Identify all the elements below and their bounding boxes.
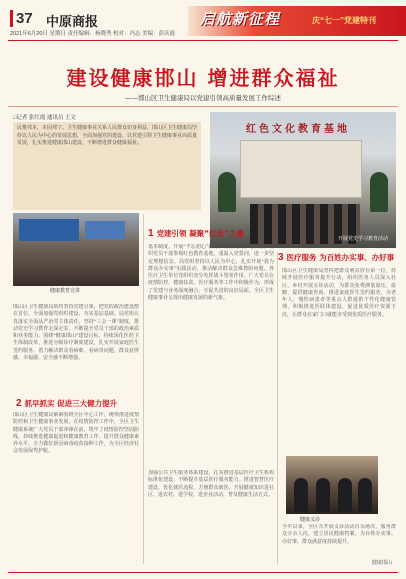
person-shape	[358, 478, 372, 512]
photo-health-education	[13, 213, 139, 286]
presentation-screen	[19, 219, 79, 241]
photo-caption-bottom: 健康义诊	[300, 517, 321, 523]
section-heading-2: 2 抓早抓实 促进三大健力提升	[16, 398, 118, 409]
reporter-byline: □记者 张红霞 通讯员 王文	[13, 115, 76, 121]
header-rule	[8, 40, 398, 41]
article-column-middle-bottom: 加强公共卫生服务体系建设，扎实推进基层医疗卫生机构标准化建设，不断提升基层医疗服务能力。推进智慧医疗建设，优化就医流程，方便群众就医。开展健康知识进社区、进农村、进学校、进企业活动，普及健康生活方式。	[148, 471, 274, 498]
tree-shape	[370, 172, 388, 212]
dateline: 2021年6月20日 星期日 责任编辑：杨晓秀 校对：冯志 美编：彭庆霞	[10, 31, 176, 37]
photo-free-clinic	[286, 456, 378, 514]
banner-subtitle: 庆“七一”党建特刊	[312, 16, 376, 25]
photo-caption-left: 健康教育宣讲	[50, 288, 81, 294]
article-column-right-bottom: 今年以来，全区共开展义诊活动百余场次，服务群众万余人次，建立居民健康档案，为百姓办实事、办好事，群众满意度持续提升。	[282, 525, 396, 545]
tree-shape	[218, 172, 236, 212]
footer-rule	[8, 572, 398, 573]
presentation-screen-secondary	[85, 221, 125, 239]
article-column-left-top: 邯山区卫生健康局始终坚持党建引领，把党的政治建设摆在首位，全面加强党组织建设，夯实基层基础。局党组认真落实全面从严治党主体责任，坚持“三会一课”制度，推动党史学习教育走深走实，不断提升党员干部的政治素质和业务能力。围绕“健康邯山”建设目标，持续深化医药卫生体制改革，推进分级诊疗制度建设，扎实开展家庭医生签约服务，着力解决群众看病难、看病贵问题，群众获得感、幸福感、安全感不断增强。	[13, 305, 139, 362]
memorial-building	[240, 140, 362, 198]
person-shape	[294, 478, 308, 512]
page-number: 37	[10, 10, 33, 27]
newspaper-name: 中原商报	[46, 14, 99, 29]
subhead-rule	[8, 106, 398, 107]
section-heading-3: 3 医疗服务 为百姓办实事、办好事	[278, 252, 395, 263]
subheadline: ——邯山区卫生健康局以党建引领高质量发展工作综述	[125, 94, 281, 102]
section-heading-1: 1 党建引领 凝聚“红色”力量	[148, 228, 245, 239]
column-divider	[277, 252, 278, 564]
column-divider	[143, 214, 144, 564]
photo-caption-right: 开展党史学习教育活动	[337, 236, 388, 242]
article-column-middle-top: 基本制度，开展“不忘初心”教育。结合党史学习教育，组织党员干部参观红色教育基地，重温入党誓词，进一步坚定理想信念。局党组坚持以人民为中心，扎实开展“我为群众办实事”实践活动，推动解决群众急难愁盼问题。各医疗卫生单位党组织充分发挥战斗堡垒作用，广大党员在疫情防控、健康扶贫、医疗服务等工作中积极作为，形成了党建与业务深度融合、互促共进的良好局面。全区卫生健康事业呈现出健康发展的新气象。	[148, 245, 274, 302]
person-shape	[316, 478, 330, 512]
article-column-left-bottom: 邯山区卫生健康局紧紧围绕全区中心工作，统筹推进疫情防控和卫生健康事业发展。在疫情防控工作中，全区卫生健康系统广大党员干部冲锋在前，筑牢了疫情防控坚固防线。持续推进健康促进和健康教育工作，提升群众健康素养水平，全力做好新冠病毒疫苗接种工作，为全区经济社会发展保驾护航。	[13, 413, 139, 455]
headline: 建设健康邯山 增进群众福祉	[66, 66, 340, 90]
page-header	[0, 0, 406, 36]
footer-byline: 健康邯山	[371, 560, 392, 566]
person-shape	[338, 478, 352, 512]
banner-title: 启航新征程	[200, 10, 281, 28]
building-sign: 红色文化教育基地	[246, 124, 350, 135]
lead-paragraph: 民惟邦本，本固邦宁。卫生健康事业关系人民群众切身利益，邯山区卫生健康局坚持以人民为中心的发展思想，全面加强党的建设，以党建引领卫生健康事业高质量发展，扎实推进健康邯山建设，不断增进群众健康福祉。	[13, 122, 201, 210]
article-column-right: 邯山区卫生健康局坚持把群众利益放在第一位，持续开展医疗服务提升行动，组织医务人员深入社区、乡村开展义诊活动，为群众免费测量血压、血糖，提供健康咨询。推进家庭医生签约服务，为老年人、慢性病患者等重点人群提供个性化健康管理。积极推进医联体建设，促进优质医疗资源下沉，让群众在家门口就能享受到优质医疗服务。	[282, 269, 396, 318]
